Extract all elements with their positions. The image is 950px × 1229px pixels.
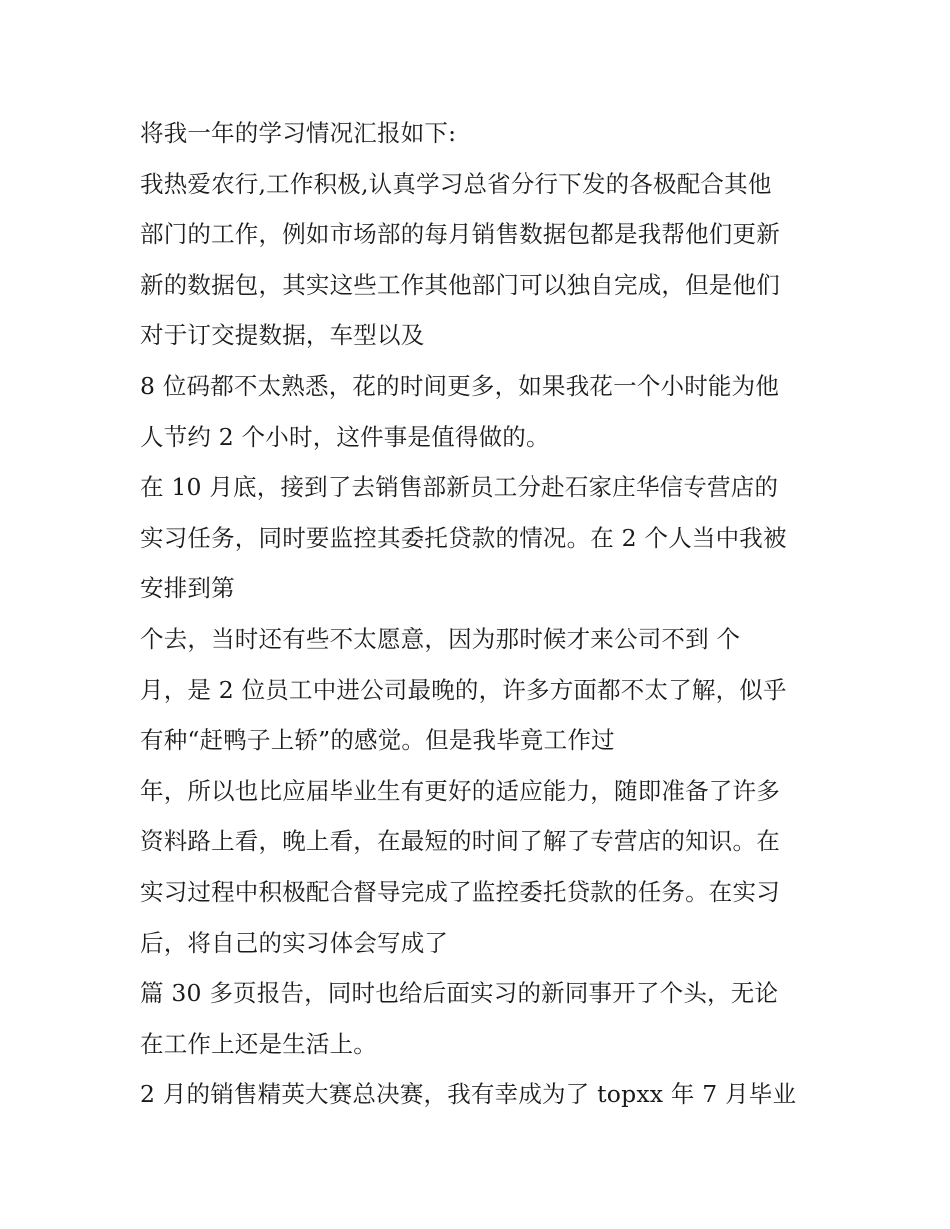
text-line: 人节约 2 个小时，这件事是值得做的。 [140,422,550,451]
text-line: 对于订交提数据，车型以及 [140,321,425,350]
text-line: 个去，当时还有些不太愿意，因为那时候才来公司不到 个 [140,624,741,653]
text-line: 实习过程中积极配合督导完成了监控委托贷款的任务。在实习 [140,877,780,906]
text-line: 部门的工作，例如市场部的每月销售数据包都是我帮他们更新 [140,220,780,249]
text-line: 有种“赶鸭子上轿”的感觉。但是我毕竟工作过 [140,726,615,755]
text-line: 我热爱农行,工作积极,认真学习总省分行下发的各极配合其他 [140,169,772,198]
text-line: 后，将自己的实习体会写成了 [140,928,449,957]
text-line: 月，是 2 位员工中进公司最晚的，许多方面都不太了解，似乎 [140,675,787,704]
text-line: 在 10 月底，接到了去销售部新员工分赴石家庄华信专营店的 [140,473,779,502]
text-line: 实习任务，同时要监控其委托贷款的情况。在 2 个人当中我被 [140,523,787,552]
text-line: 资料路上看，晚上看，在最短的时间了解了专营店的知识。在 [140,827,780,856]
text-line: 8 位码都不太熟悉，花的时间更多，如果我花一个小时能为他 [140,371,780,400]
text-line: 安排到第 [140,574,235,603]
text-line: 新的数据包，其实这些工作其他部门可以独自完成，但是他们 [140,270,780,299]
text-line: 2 月的销售精英大赛总决赛，我有幸成为了 topxx 年 7 月毕业 [140,1080,797,1109]
text-line: 将我一年的学习情况汇报如下: [140,119,457,147]
text-line: 在工作上还是生活上。 [140,1029,377,1058]
document-body [140,108,830,1120]
text-line: 篇 30 多页报告，同时也给后面实习的新同事开了个头，无论 [140,979,779,1008]
text-line: 年，所以也比应届毕业生有更好的适应能力，随即准备了许多 [140,776,780,805]
